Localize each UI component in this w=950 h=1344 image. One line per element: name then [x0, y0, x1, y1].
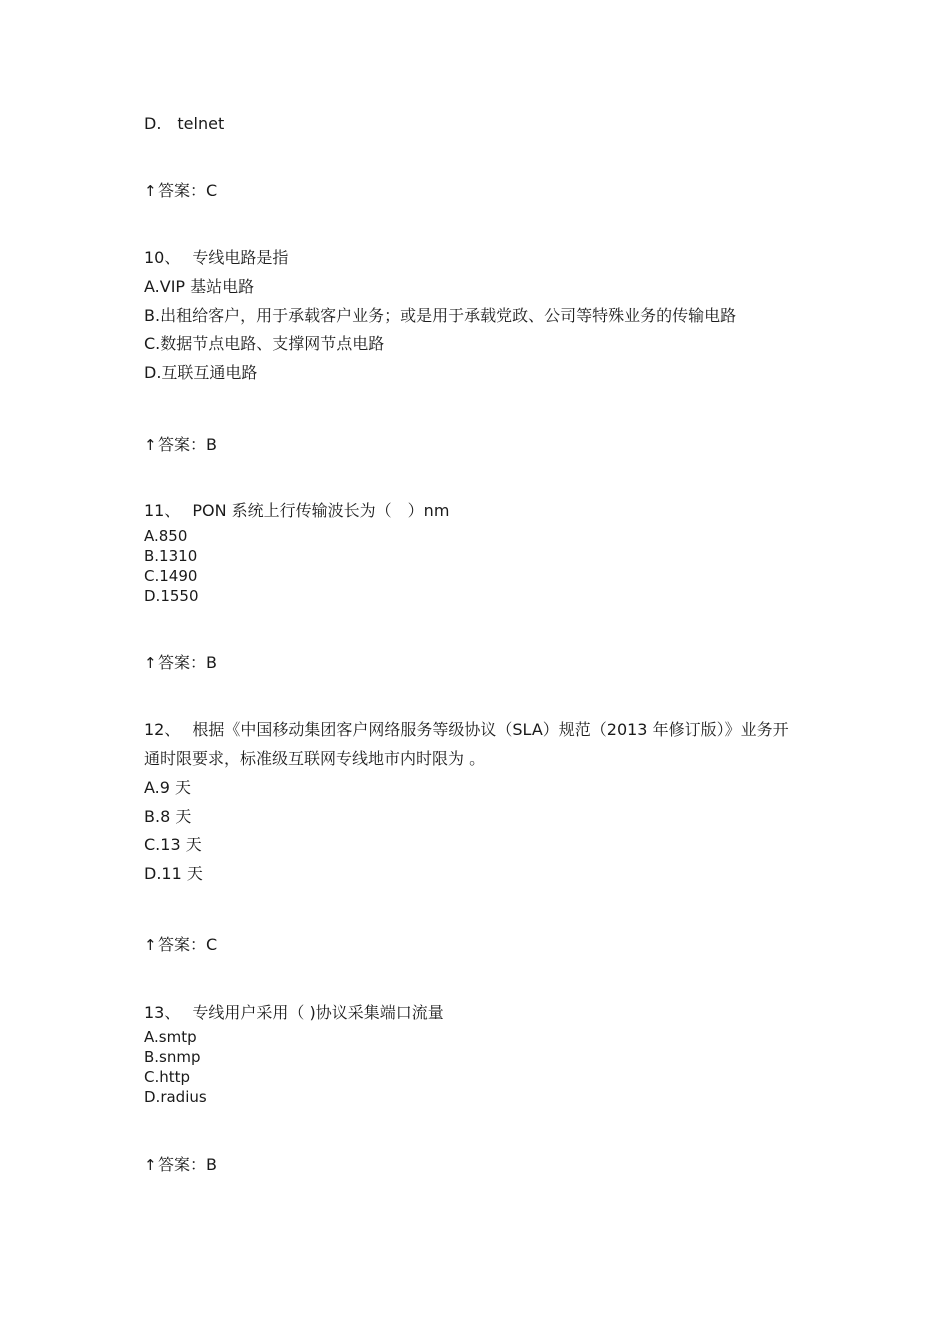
q10-option-a: A.VIP 基站电路 — [144, 277, 255, 296]
q9-option-d: D. telnet — [144, 114, 225, 133]
q11-answer — [144, 653, 217, 673]
q12-stem-line2: 通时限要求，标准级互联网专线地市内时限为 。 — [144, 749, 486, 768]
q12-option-c: C.13 天 — [144, 835, 202, 854]
answer-text: 答案：C — [158, 935, 218, 954]
up-arrow-icon: ↑ — [144, 1156, 157, 1174]
question-number: 11、 — [144, 501, 181, 520]
q12-answer — [144, 935, 217, 955]
q12-option-d: D.11 天 — [144, 864, 203, 883]
q11-option-a: A.850 — [144, 527, 188, 545]
answer-text: 答案：B — [158, 1155, 217, 1174]
q10-option-b: B.出租给客户，用于承载客户业务；或是用于承载党政、公司等特殊业务的传输电路 — [144, 306, 737, 325]
q10-stem-line — [144, 248, 288, 268]
q13-option-d: D.radius — [144, 1088, 207, 1106]
q13-stem-line — [144, 1003, 444, 1023]
q11-stem-line — [144, 501, 449, 521]
q11-option-c: C.1490 — [144, 567, 198, 585]
q13-option-c: C.http — [144, 1068, 191, 1086]
q12-stem-line1 — [144, 720, 789, 740]
question-number: 12、 — [144, 720, 181, 739]
q11-option-d: D.1550 — [144, 587, 199, 605]
question-number: 10、 — [144, 248, 181, 267]
up-arrow-icon: ↑ — [144, 654, 157, 672]
question-stem: 专线电路是指 — [192, 248, 289, 267]
answer-text: 答案：C — [158, 181, 218, 200]
up-arrow-icon: ↑ — [144, 936, 157, 954]
q9-answer — [144, 181, 217, 201]
q12-option-b: B.8 天 — [144, 807, 192, 826]
question-stem: 根据《中国移动集团客户网络服务等级协议（SLA）规范（2013 年修订版）》业务开 — [192, 720, 789, 739]
q10-option-c: C.数据节点电路、支撑网节点电路 — [144, 334, 385, 353]
q11-option-b: B.1310 — [144, 547, 198, 565]
question-stem: PON 系统上行传输波长为（ ）nm — [192, 501, 450, 520]
up-arrow-icon: ↑ — [144, 436, 157, 454]
answer-text: 答案：B — [158, 653, 217, 672]
q13-answer — [144, 1155, 217, 1175]
question-number: 13、 — [144, 1003, 181, 1022]
q10-option-d: D.互联互通电路 — [144, 363, 258, 382]
question-stem: 专线用户采用（ )协议采集端口流量 — [192, 1003, 444, 1022]
q13-option-a: A.smtp — [144, 1028, 197, 1046]
q10-answer — [144, 435, 217, 455]
answer-text: 答案：B — [158, 435, 217, 454]
q12-option-a: A.9 天 — [144, 778, 192, 797]
up-arrow-icon: ↑ — [144, 182, 157, 200]
q13-option-b: B.snmp — [144, 1048, 201, 1066]
